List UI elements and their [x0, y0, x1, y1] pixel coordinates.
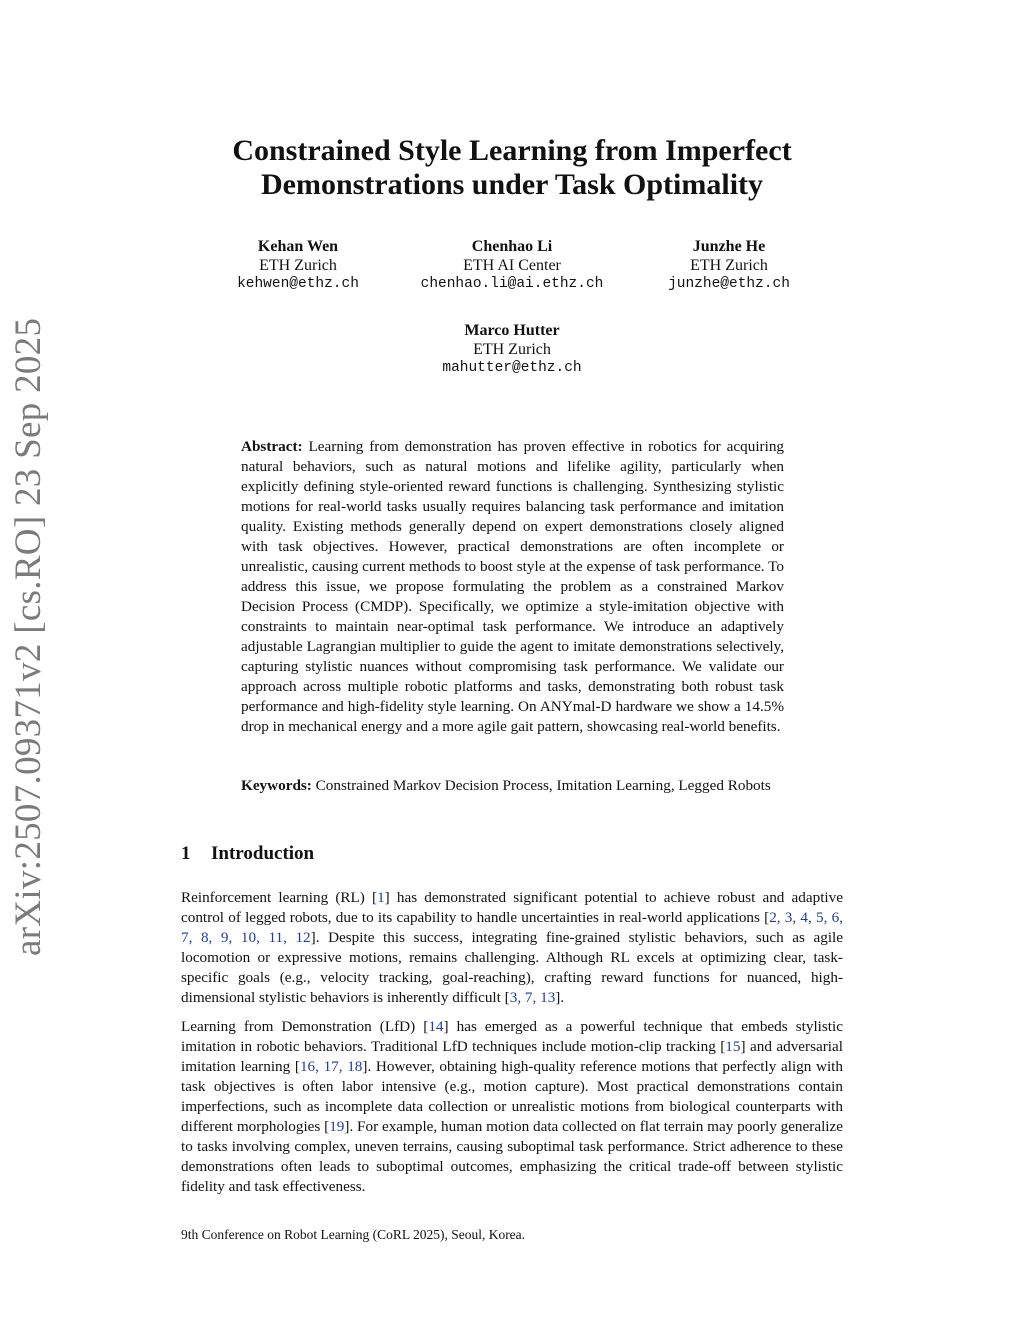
intro-paragraph-2 [181, 1017, 843, 1197]
arxiv-identifier-stamp: arXiv:2507.09371v2 [cs.RO] 23 Sep 2025 [8, 317, 49, 956]
text-run: ]. Despite this success, integrating fine-grained stylistic behaviors, such as agile locomotion or expressive motions, remains challenging. Although RL excels at optimizing clear, task-specific goals (e.g., velocity tracking, goal-reaching), crafting reward functions for nuanced, high-dimensional stylistic behaviors is inherently difficult [ [181, 929, 844, 1006]
citation-link[interactable]: 3, 7, 13 [509, 989, 556, 1006]
paper-title [180, 134, 844, 202]
author-affiliation: ETH Zurich [259, 257, 337, 274]
keywords [241, 776, 784, 796]
abstract-label: Abstract: [241, 438, 303, 455]
abstract [241, 437, 784, 737]
text-run: Reinforcement learning (RL) [ [181, 889, 378, 906]
author-email[interactable]: junzhe@ethz.ch [668, 276, 790, 292]
text-run: ] and adversarial imitation learning [ [181, 1038, 843, 1075]
text-run: ] has emerged as a powerful technique that embeds stylistic imitation in robotic behaviors. Traditional LfD techniques include motion-clip tracking [ [181, 1018, 843, 1055]
keywords-label: Keywords: [241, 777, 312, 794]
intro-paragraph-1 [181, 888, 843, 1008]
author-email[interactable]: mahutter@ethz.ch [442, 360, 582, 376]
citation-link[interactable]: 2, 3, 4, 5, 6, 7, 8, 9, 10, 11, 12 [181, 909, 843, 946]
title-line-2: Demonstrations under Task Optimality [260, 168, 764, 201]
author-block [609, 237, 849, 294]
citation-link[interactable]: 1 [377, 889, 385, 906]
citation-link[interactable]: 19 [329, 1118, 345, 1135]
citation-link[interactable]: 15 [725, 1038, 741, 1055]
author-name: Junzhe He [692, 238, 766, 255]
author-affiliation: ETH Zurich [473, 341, 551, 358]
section-number: 1 [181, 843, 191, 864]
author-email[interactable]: chenhao.li@ai.ethz.ch [420, 276, 604, 292]
author-affiliation: ETH Zurich [690, 257, 768, 274]
author-block [392, 321, 632, 378]
author-name: Marco Hutter [464, 322, 560, 339]
author-affiliation: ETH AI Center [463, 257, 561, 274]
keywords-text: Constrained Markov Decision Process, Imitation Learning, Legged Robots [315, 777, 771, 794]
text-run: Learning from Demonstration (LfD) [ [181, 1018, 429, 1035]
citation-link[interactable]: 14 [428, 1018, 444, 1035]
conference-footer: 9th Conference on Robot Learning (CoRL 2025), Seoul, Korea. [181, 1227, 526, 1242]
author-block [178, 237, 418, 294]
abstract-text: Learning from demonstration has proven effective in robotics for acquiring natural behaviors, such as natural motions and lifelike agility, particularly when explicitly defining style-oriented reward functions is challenging. Synthesizing stylistic motions for real-world tasks usually requires balancing task performance and imitation quality. Existing methods generally depend on expert demonstrations closely aligned with task objectives. However, practical demonstrations are often incomplete or unrealistic, causing current methods to boost style at the expense of task performance. To address this issue, we propose formulating the problem as a constrained Markov Decision Process (CMDP). Specifically, we optimize a style-imitation objective with constraints to maintain near-optimal task performance. We introduce an adaptively adjustable Lagrangian multiplier to guide the agent to imitate demonstrations selectively, capturing stylistic nuances without compromising task performance. We validate our approach across multiple robotic platforms and tasks, demonstrating both robust task performance and high-fidelity style learning. On ANYmal-D hardware we show a 14.5% drop in mechanical energy and a more agile gait pattern, showcasing real-world benefits. [241, 438, 785, 735]
section-heading-introduction [181, 843, 314, 865]
text-run: ]. [555, 989, 565, 1006]
author-block [392, 237, 632, 294]
author-name: Kehan Wen [257, 238, 339, 255]
text-run: ]. For example, human motion data collected on flat terrain may poorly generalize to tasks involving complex, uneven terrains, causing suboptimal task performance. Strict adherence to these demonstrations often leads to suboptimal outcomes, emphasizing the critical trade-off between stylistic fidelity and task effectiveness. [181, 1118, 843, 1195]
text-run: ]. However, obtaining high-quality reference motions that perfectly align with task objectives is often labor intensive (e.g., motion capture). Most practical demonstrations contain imperfections, such as incomplete data collection or unrealistic motions from biological counterparts with different morphologies [ [181, 1058, 843, 1135]
citation-link[interactable]: 16, 17, 18 [299, 1058, 363, 1075]
text-run: ] has demonstrated significant potential to achieve robust and adaptive control of legged robots, due to its capability to handle uncertainties in real-world applications [ [181, 889, 843, 926]
section-title: Introduction [211, 843, 315, 864]
title-line-1: Constrained Style Learning from Imperfect [232, 134, 792, 167]
author-name: Chenhao Li [471, 238, 553, 255]
author-email[interactable]: kehwen@ethz.ch [237, 276, 359, 292]
